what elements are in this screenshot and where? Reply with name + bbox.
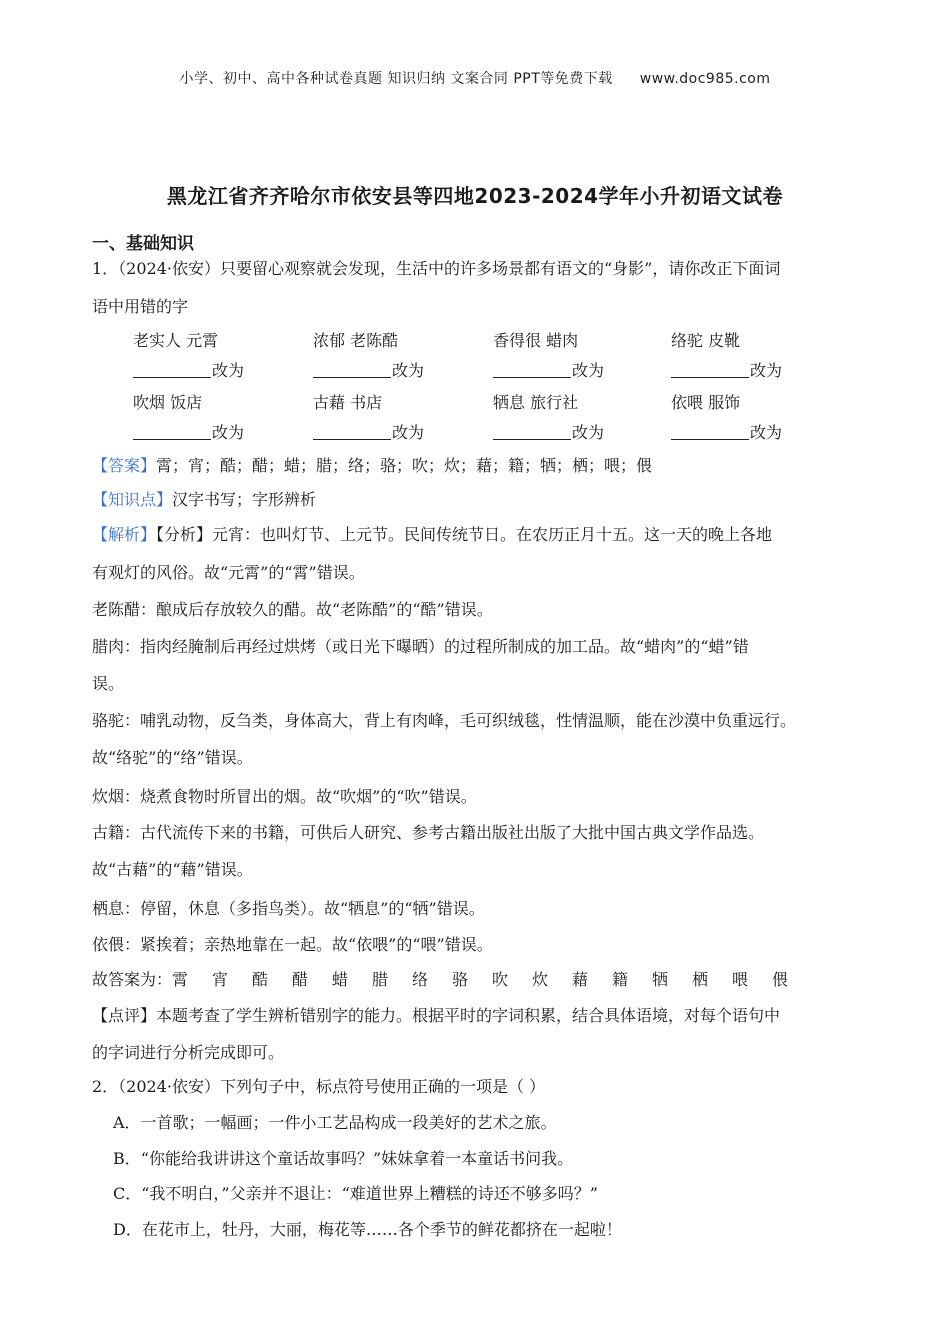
analysis-line: 故“络驼”的“络”错误。	[92, 748, 253, 767]
blank-field[interactable]: 改为	[671, 422, 782, 444]
word-pair: 依喂 服饰	[671, 393, 741, 412]
q1-stem-line1: 1．（2024·依安）只要留心观察就会发现，生活中的许多场景都有语文的“身影”，请你改正下面词	[92, 259, 781, 278]
blank-field[interactable]: 改为	[133, 360, 244, 382]
word-pair: 牺息 旅行社	[493, 393, 579, 412]
q2-stem: 2．（2024·依安）下列句子中，标点符号使用正确的一项是（ ）	[92, 1077, 546, 1096]
analysis-line: 栖息：停留，休息（多指鸟类）。故“牺息”的“牺”错误。	[92, 899, 485, 918]
blank-field[interactable]: 改为	[313, 422, 424, 444]
blank-field[interactable]: 改为	[671, 360, 782, 382]
analysis-line: 骆驼：哺乳动物，反刍类，身体高大，背上有肉峰，毛可织绒毯，性情温顺，能在沙漠中负重远行。	[92, 711, 797, 730]
q1-stem-line2: 语中用错的字	[92, 297, 189, 316]
analysis-line: 误。	[92, 674, 125, 693]
q1-knowledge-point	[92, 489, 872, 511]
analysis-line: 炊烟：烧煮食物时所冒出的烟。故“吹烟”的“吹”错误。	[92, 787, 477, 806]
comment-line: 的字词进行分析完成即可。	[92, 1043, 285, 1062]
analysis-tag: 【解析】	[92, 525, 157, 544]
final-answer: 故答案为：霄 宵 酷 醋 蜡 腊 络 骆 吹 炊 藉 籍 牺 栖 喂 偎	[92, 970, 789, 989]
blank-field[interactable]: 改为	[133, 422, 244, 444]
word-pair: 老实人 元霄	[133, 331, 219, 350]
word-pair: 浓郁 老陈酷	[313, 331, 399, 350]
header-site[interactable]: www.doc985.com	[639, 71, 771, 87]
kp-text: 汉字书写；字形辨析	[172, 490, 317, 509]
blank-field[interactable]: 改为	[313, 360, 424, 382]
q2-option-a[interactable]: A．一首歌；一幅画；一件小工艺品构成一段美好的艺术之旅。	[113, 1113, 557, 1132]
answer-text: 霄；宵；酷；醋；蜡；腊；络；骆；吹；炊；藉；籍；牺；栖；喂；偎	[156, 456, 653, 475]
analysis-line: 【解析】【分析】元宵：也叫灯节、上元节。民间传统节日。在农历正月十五。这一天的晚上各地	[92, 525, 773, 544]
page-header	[0, 68, 950, 88]
answer-tag: 【答案】	[92, 456, 157, 475]
analysis-line: 腊肉：指肉经腌制后再经过烘烤（或日光下曝晒）的过程所制成的加工品。故“蜡肉”的“蜡”错	[92, 637, 749, 656]
comment-line: 【点评】本题考查了学生辨析错别字的能力。根据平时的字词积累，结合具体语境，对每个语句中	[92, 1006, 781, 1025]
analysis-line: 有观灯的风俗。故“元霄”的“霄”错误。	[92, 563, 365, 582]
word-pair: 吹烟 饭店	[133, 393, 203, 412]
blank-field[interactable]: 改为	[493, 360, 604, 382]
blank-field[interactable]: 改为	[493, 422, 604, 444]
analysis-line: 老陈醋：酿成后存放较久的醋。故“老陈酷”的“酷”错误。	[92, 600, 493, 619]
q2-option-c[interactable]: C．“我不明白，”父亲并不退让：“难道世界上糟糕的诗还不够多吗？”	[113, 1184, 598, 1203]
header-text: 小学、初中、高中各种试卷真题 知识归纳 文案合同 PPT等免费下载	[179, 71, 613, 87]
q1-answer	[92, 455, 872, 477]
analysis-line: 古籍：古代流传下来的书籍，可供后人研究、参考古籍出版社出版了大批中国古典文学作品选。	[92, 823, 765, 842]
word-pair: 络驼 皮靴	[671, 331, 741, 350]
exam-title: 黑龙江省齐齐哈尔市依安县等四地2023-2024学年小升初语文试卷	[166, 184, 784, 208]
q2-option-b[interactable]: B．“你能给我讲讲这个童话故事吗？”妹妹拿着一本童话书问我。	[113, 1149, 574, 1168]
word-pair: 古藉 书店	[313, 393, 383, 412]
final-label: 故答案为：	[92, 970, 173, 989]
analysis-line: 故“古藉”的“藉”错误。	[92, 860, 253, 879]
word-pair: 香得很 蜡肉	[493, 331, 579, 350]
analysis-line: 依偎：紧挨着；亲热地靠在一起。故“依喂”的“喂”错误。	[92, 935, 493, 954]
kp-tag: 【知识点】	[92, 490, 173, 509]
q2-option-d[interactable]: D．在花市上，牡丹，大丽，梅花等……各个季节的鲜花都挤在一起啦！	[113, 1220, 622, 1239]
section-heading: 一、基础知识	[92, 234, 194, 254]
